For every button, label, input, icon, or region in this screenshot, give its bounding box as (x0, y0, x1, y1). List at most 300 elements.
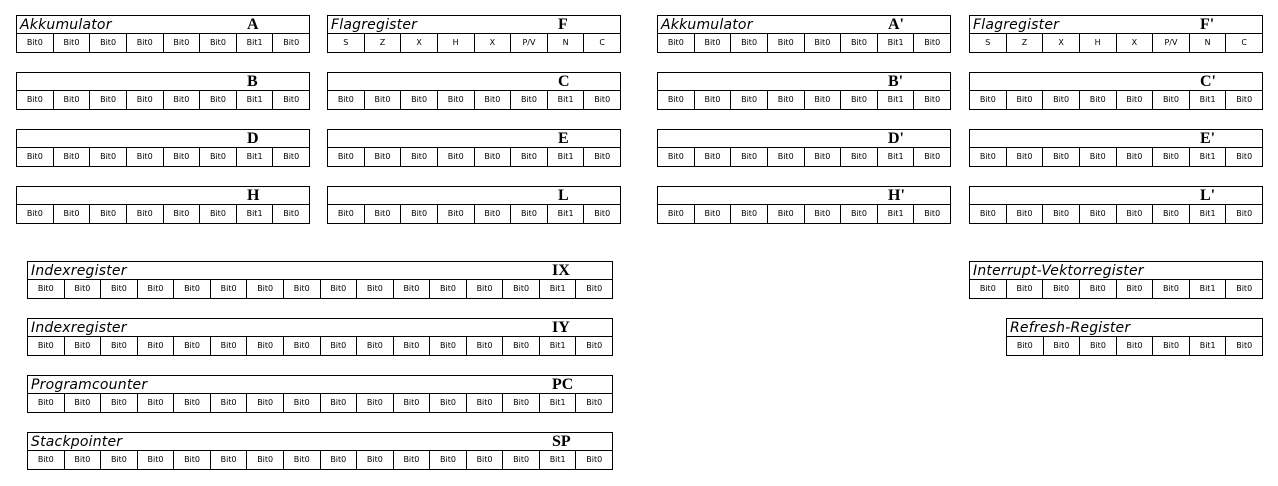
bit-cell: Bit0 (466, 280, 503, 298)
bit-cell: Bit1 (539, 280, 576, 298)
register-letter: PC (552, 376, 574, 393)
bit-cell: Bit0 (429, 394, 466, 412)
bit-cell: Bit0 (474, 148, 511, 166)
bit-cell: Bit0 (466, 337, 503, 355)
bit-cell: Bit0 (173, 394, 210, 412)
register-a (16, 15, 310, 53)
bit-cell: Bit0 (913, 148, 950, 166)
bit-cell: Bit0 (246, 337, 283, 355)
bit-cell: Bit0 (1225, 91, 1262, 109)
bit-cell: Bit0 (26, 209, 43, 218)
bit-cell: Bit0 (100, 280, 137, 298)
bit-cell: Bit1 (1189, 337, 1226, 355)
register-l2 (969, 186, 1263, 224)
bit-cell: Bit0 (337, 152, 354, 161)
register-r (1006, 318, 1263, 356)
register-letter: B' (888, 73, 904, 90)
bit-row (658, 205, 950, 223)
bit-cell: Bit0 (100, 337, 137, 355)
bit-row (970, 91, 1262, 109)
bit-cell: Bit0 (210, 280, 247, 298)
register-letter: D (247, 130, 259, 147)
bit-cell: Bit0 (272, 34, 309, 52)
bit-cell: Bit0 (804, 148, 841, 166)
bit-cell: Bit0 (1006, 91, 1043, 109)
register-header (17, 16, 309, 34)
bit-cell: Bit0 (694, 205, 731, 223)
register-b (16, 72, 310, 110)
bit-cell: C (583, 34, 620, 52)
bit-cell: Bit0 (840, 205, 877, 223)
bit-cell: Bit1 (1189, 280, 1226, 298)
register-letter: SP (552, 433, 571, 450)
bit-cell: Bit0 (1006, 148, 1043, 166)
bit-row (1007, 337, 1262, 355)
bit-cell: Bit0 (667, 38, 684, 47)
bit-cell: Bit0 (466, 451, 503, 469)
bit-cell: Bit0 (199, 205, 236, 223)
bit-cell: Bit0 (364, 148, 401, 166)
bit-cell: Bit0 (1116, 280, 1153, 298)
bit-cell: Bit0 (1152, 148, 1189, 166)
bit-cell: Bit0 (210, 451, 247, 469)
bit-row (328, 205, 620, 223)
bit-cell: Bit0 (356, 394, 393, 412)
register-header (328, 73, 620, 91)
register-letter: A' (888, 16, 904, 33)
bit-cell: Bit0 (913, 91, 950, 109)
bit-cell: Bit0 (437, 91, 474, 109)
bit-cell: Bit1 (1189, 91, 1226, 109)
bit-cell: Bit0 (337, 209, 354, 218)
bit-cell: Bit0 (64, 337, 101, 355)
bit-cell: Bit0 (730, 205, 767, 223)
bit-cell: Bit0 (53, 34, 90, 52)
register-header (1007, 319, 1262, 337)
bit-cell: Bit1 (1189, 148, 1226, 166)
bit-cell: Bit0 (400, 148, 437, 166)
bit-row (328, 34, 620, 52)
register-letter: E' (1200, 130, 1216, 147)
bit-cell: Bit1 (1189, 205, 1226, 223)
bit-cell: Bit0 (163, 34, 200, 52)
register-description: Refresh-Register (1010, 320, 1131, 336)
bit-cell: Bit0 (320, 280, 357, 298)
bit-cell: Bit0 (466, 394, 503, 412)
bit-row (328, 91, 620, 109)
register-header (970, 73, 1262, 91)
bit-cell: Bit0 (767, 148, 804, 166)
register-letter: L (558, 187, 569, 204)
bit-cell: Bit1 (236, 148, 273, 166)
bit-row (658, 34, 950, 52)
bit-cell: Bit0 (1042, 148, 1079, 166)
bit-cell: Bit0 (583, 91, 620, 109)
register-description: Akkumulator (20, 17, 112, 33)
bit-cell: Bit1 (236, 34, 273, 52)
bit-cell: Bit1 (547, 205, 584, 223)
bit-cell: Bit0 (1006, 280, 1043, 298)
bit-cell: Z (1006, 34, 1043, 52)
bit-cell: Bit0 (730, 34, 767, 52)
bit-cell: Bit0 (913, 34, 950, 52)
bit-cell: Bit0 (199, 34, 236, 52)
bit-cell: Bit0 (199, 91, 236, 109)
bit-cell: Bit0 (1079, 280, 1116, 298)
register-description: Programcounter (31, 377, 148, 393)
bit-cell: X (1042, 34, 1079, 52)
bit-cell: Bit0 (400, 205, 437, 223)
bit-cell: Bit0 (37, 341, 54, 350)
register-header (970, 262, 1262, 280)
bit-cell: Bit0 (1042, 280, 1079, 298)
register-letter: C (558, 73, 570, 90)
bit-cell: Bit0 (474, 91, 511, 109)
bit-cell: Bit0 (694, 91, 731, 109)
register-b2 (657, 72, 951, 110)
bit-cell: Bit0 (804, 91, 841, 109)
bit-cell: Bit0 (510, 148, 547, 166)
bit-cell: Bit0 (1225, 205, 1262, 223)
bit-cell: Bit1 (877, 91, 914, 109)
bit-cell: Bit0 (163, 205, 200, 223)
bit-cell: N (1189, 34, 1226, 52)
register-description: Flagregister (331, 17, 418, 33)
register-iy (27, 318, 613, 356)
register-letter: H (247, 187, 260, 204)
bit-cell: Bit0 (37, 455, 54, 464)
bit-cell: Bit0 (37, 284, 54, 293)
register-letter: L' (1200, 187, 1216, 204)
bit-cell: Bit0 (583, 148, 620, 166)
bit-cell: Bit0 (694, 34, 731, 52)
register-letter: F' (1200, 16, 1215, 33)
bit-cell: X (474, 34, 511, 52)
register-description: Interrupt-Vektorregister (973, 263, 1144, 279)
bit-cell: Bit0 (1079, 91, 1116, 109)
bit-cell: Bit0 (429, 451, 466, 469)
bit-cell: Bit1 (547, 148, 584, 166)
bit-cell: X (400, 34, 437, 52)
bit-cell: Bit0 (53, 91, 90, 109)
bit-cell: Bit0 (26, 152, 43, 161)
register-header (658, 130, 950, 148)
bit-cell: Bit0 (89, 148, 126, 166)
register-letter: C' (1200, 73, 1216, 90)
bit-cell: Bit1 (877, 205, 914, 223)
register-description: Akkumulator (661, 17, 753, 33)
bit-cell: Bit0 (1152, 91, 1189, 109)
bit-cell: Bit0 (393, 280, 430, 298)
bit-cell: Bit0 (393, 394, 430, 412)
bit-row (970, 205, 1262, 223)
bit-cell: Bit1 (877, 34, 914, 52)
bit-cell: Bit0 (1042, 91, 1079, 109)
bit-cell: H (1079, 34, 1116, 52)
bit-cell: Bit0 (246, 280, 283, 298)
bit-cell: Bit0 (694, 148, 731, 166)
bit-cell: Bit0 (337, 95, 354, 104)
bit-cell: Bit0 (210, 394, 247, 412)
bit-cell: Bit0 (979, 95, 996, 104)
bit-row (17, 34, 309, 52)
bit-cell: Z (364, 34, 401, 52)
bit-cell: Bit0 (163, 91, 200, 109)
register-a2 (657, 15, 951, 53)
register-f (327, 15, 621, 53)
bit-cell: Bit0 (137, 337, 174, 355)
register-sp (27, 432, 613, 470)
register-i (969, 261, 1263, 299)
bit-cell: Bit0 (767, 91, 804, 109)
bit-cell: Bit0 (137, 394, 174, 412)
bit-row (970, 34, 1262, 52)
register-letter: D' (888, 130, 904, 147)
bit-cell: Bit0 (126, 91, 163, 109)
register-header (970, 130, 1262, 148)
register-letter: E (558, 130, 569, 147)
register-c2 (969, 72, 1263, 110)
register-d (16, 129, 310, 167)
bit-cell: Bit0 (393, 337, 430, 355)
bit-cell: Bit0 (137, 280, 174, 298)
bit-cell: Bit0 (272, 91, 309, 109)
bit-cell: Bit1 (547, 91, 584, 109)
bit-cell: Bit0 (583, 205, 620, 223)
bit-cell: Bit0 (1116, 91, 1153, 109)
register-f2 (969, 15, 1263, 53)
register-letter: H' (888, 187, 905, 204)
bit-cell: Bit0 (1079, 337, 1116, 355)
register-header (28, 376, 612, 394)
bit-cell: H (437, 34, 474, 52)
register-description: Stackpointer (31, 434, 123, 450)
register-letter: B (247, 73, 258, 90)
register-header (658, 16, 950, 34)
bit-cell: Bit0 (1225, 280, 1262, 298)
bit-cell: Bit1 (236, 205, 273, 223)
bit-cell: Bit0 (53, 148, 90, 166)
register-c (327, 72, 621, 110)
bit-cell: Bit0 (1116, 337, 1153, 355)
register-header (28, 319, 612, 337)
register-header (17, 130, 309, 148)
bit-cell: Bit0 (53, 205, 90, 223)
bit-cell: Bit0 (667, 95, 684, 104)
bit-cell: Bit0 (510, 205, 547, 223)
bit-cell: Bit0 (1225, 148, 1262, 166)
bit-cell: Bit0 (126, 205, 163, 223)
register-d2 (657, 129, 951, 167)
bit-cell: Bit0 (356, 451, 393, 469)
bit-cell: Bit0 (246, 451, 283, 469)
bit-cell: Bit0 (400, 91, 437, 109)
bit-cell: Bit0 (283, 394, 320, 412)
bit-cell: Bit0 (1016, 341, 1033, 350)
bit-cell: Bit0 (575, 280, 612, 298)
bit-cell: Bit0 (804, 205, 841, 223)
register-e2 (969, 129, 1263, 167)
bit-cell: Bit0 (199, 148, 236, 166)
bit-row (17, 91, 309, 109)
bit-cell: Bit0 (575, 337, 612, 355)
bit-cell: Bit0 (64, 280, 101, 298)
bit-cell: C (1225, 34, 1262, 52)
bit-cell: Bit0 (100, 394, 137, 412)
bit-cell: Bit0 (1225, 337, 1262, 355)
bit-cell: Bit0 (1043, 337, 1080, 355)
bit-cell: Bit0 (510, 91, 547, 109)
bit-cell: Bit0 (913, 205, 950, 223)
bit-cell: Bit0 (100, 451, 137, 469)
bit-cell: Bit0 (575, 451, 612, 469)
bit-cell: Bit0 (173, 451, 210, 469)
bit-cell: Bit0 (502, 451, 539, 469)
bit-cell: Bit0 (437, 148, 474, 166)
register-h2 (657, 186, 951, 224)
register-header (970, 16, 1262, 34)
register-header (28, 433, 612, 451)
bit-row (970, 148, 1262, 166)
register-header (328, 130, 620, 148)
bit-cell: Bit0 (1079, 205, 1116, 223)
register-e (327, 129, 621, 167)
bit-cell: Bit0 (364, 91, 401, 109)
bit-cell: Bit1 (539, 394, 576, 412)
bit-cell: Bit0 (26, 38, 43, 47)
register-description: Flagregister (973, 17, 1060, 33)
register-description: Indexregister (31, 263, 127, 279)
register-letter: IX (552, 262, 570, 279)
bit-cell: Bit0 (89, 34, 126, 52)
bit-cell: Bit0 (979, 152, 996, 161)
bit-cell: Bit0 (283, 280, 320, 298)
bit-cell: Bit0 (320, 337, 357, 355)
bit-cell: Bit0 (979, 209, 996, 218)
register-l (327, 186, 621, 224)
register-header (328, 187, 620, 205)
bit-cell: Bit0 (840, 34, 877, 52)
register-header (970, 187, 1262, 205)
register-letter: IY (552, 319, 570, 336)
bit-cell: Bit0 (1152, 337, 1189, 355)
register-header (17, 73, 309, 91)
bit-cell: Bit0 (173, 280, 210, 298)
bit-cell: Bit0 (804, 34, 841, 52)
bit-cell: Bit0 (320, 451, 357, 469)
bit-cell: Bit0 (210, 337, 247, 355)
register-header (17, 187, 309, 205)
register-letter: F (558, 16, 568, 33)
bit-cell: Bit1 (539, 337, 576, 355)
bit-cell: Bit0 (364, 205, 401, 223)
register-header (28, 262, 612, 280)
register-header (658, 73, 950, 91)
bit-row (28, 280, 612, 298)
bit-cell: Bit1 (539, 451, 576, 469)
bit-cell: Bit0 (437, 205, 474, 223)
bit-cell: S (985, 38, 991, 47)
bit-cell: Bit0 (163, 148, 200, 166)
bit-cell: Bit0 (840, 148, 877, 166)
bit-row (658, 91, 950, 109)
register-header (658, 187, 950, 205)
bit-row (658, 148, 950, 166)
bit-row (28, 337, 612, 355)
bit-cell: Bit0 (429, 337, 466, 355)
bit-cell: Bit0 (173, 337, 210, 355)
bit-cell: Bit0 (429, 280, 466, 298)
bit-cell: Bit0 (979, 284, 996, 293)
bit-cell: Bit0 (730, 148, 767, 166)
bit-cell: Bit0 (393, 451, 430, 469)
bit-cell: Bit0 (667, 152, 684, 161)
bit-cell: Bit0 (89, 91, 126, 109)
register-ix (27, 261, 613, 299)
bit-cell: Bit0 (283, 337, 320, 355)
bit-cell: Bit0 (137, 451, 174, 469)
bit-cell: Bit0 (126, 34, 163, 52)
bit-cell: Bit0 (1079, 148, 1116, 166)
bit-cell: Bit0 (1152, 205, 1189, 223)
bit-row (28, 451, 612, 469)
register-letter: A (247, 16, 259, 33)
bit-cell: Bit0 (64, 451, 101, 469)
register-description: Indexregister (31, 320, 127, 336)
bit-cell: Bit1 (236, 91, 273, 109)
bit-cell: Bit0 (283, 451, 320, 469)
bit-cell: Bit0 (1006, 205, 1043, 223)
bit-row (328, 148, 620, 166)
bit-cell: Bit0 (502, 280, 539, 298)
bit-cell: Bit0 (474, 205, 511, 223)
bit-row (17, 148, 309, 166)
bit-cell: Bit0 (730, 91, 767, 109)
bit-cell: Bit0 (667, 209, 684, 218)
bit-cell: Bit0 (272, 148, 309, 166)
bit-cell: P/V (1152, 34, 1189, 52)
bit-cell: Bit0 (246, 394, 283, 412)
bit-cell: S (343, 38, 349, 47)
register-h (16, 186, 310, 224)
bit-cell: Bit1 (877, 148, 914, 166)
bit-cell: Bit0 (89, 205, 126, 223)
bit-cell: Bit0 (840, 91, 877, 109)
bit-cell: Bit0 (1152, 280, 1189, 298)
bit-cell: Bit0 (356, 337, 393, 355)
bit-cell: Bit0 (502, 337, 539, 355)
bit-cell: Bit0 (37, 398, 54, 407)
bit-cell: Bit0 (767, 205, 804, 223)
bit-cell: Bit0 (126, 148, 163, 166)
bit-row (28, 394, 612, 412)
bit-cell: Bit0 (502, 394, 539, 412)
bit-cell: P/V (510, 34, 547, 52)
bit-cell: Bit0 (1116, 205, 1153, 223)
bit-cell: X (1116, 34, 1153, 52)
bit-row (970, 280, 1262, 298)
register-pc (27, 375, 613, 413)
bit-cell: Bit0 (575, 394, 612, 412)
bit-cell: Bit0 (272, 205, 309, 223)
bit-cell: Bit0 (1042, 205, 1079, 223)
bit-cell: Bit0 (64, 394, 101, 412)
bit-cell: Bit0 (26, 95, 43, 104)
bit-cell: Bit0 (767, 34, 804, 52)
bit-cell: Bit0 (1116, 148, 1153, 166)
bit-cell: Bit0 (356, 280, 393, 298)
bit-cell: N (547, 34, 584, 52)
